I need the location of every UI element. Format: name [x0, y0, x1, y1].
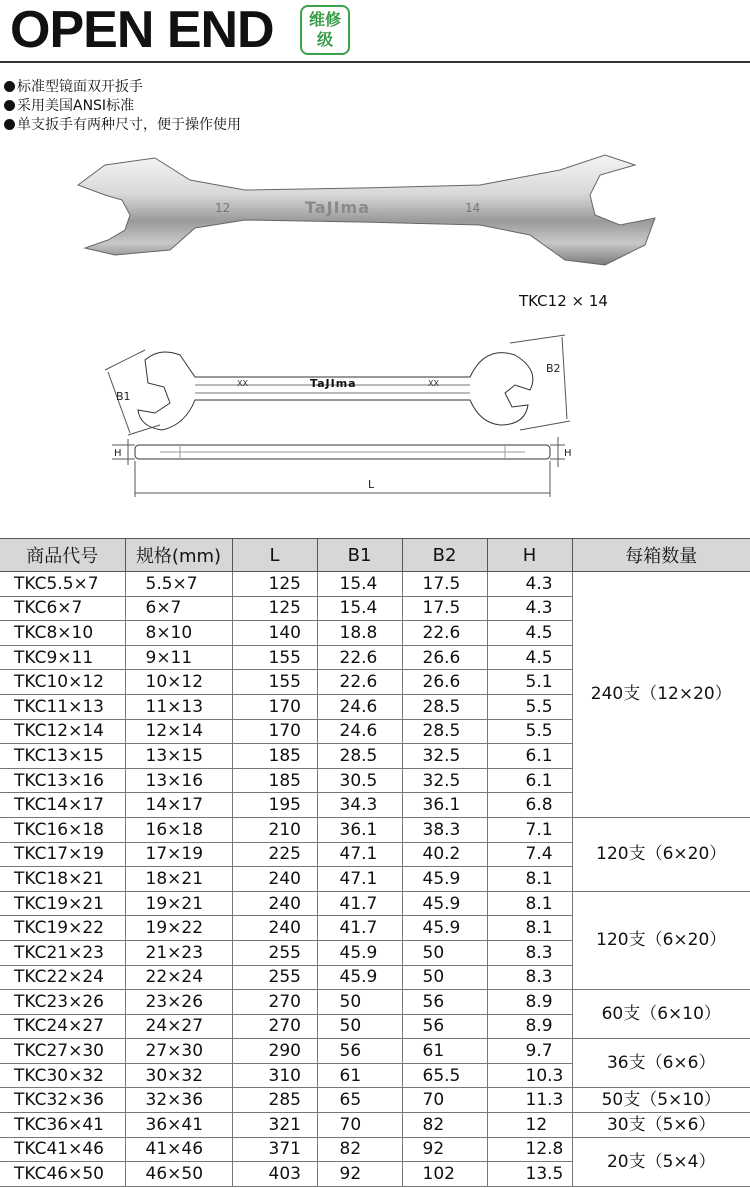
cell-B2: 26.6 [402, 645, 487, 670]
grade-badge-line2: 级 [316, 30, 333, 49]
cell-box-qty: 60支（6×10） [572, 990, 750, 1039]
cell-B1: 61 [317, 1063, 402, 1088]
cell-spec: 19×21 [125, 891, 232, 916]
cell-spec: 27×30 [125, 1039, 232, 1064]
cell-model: TKC32×36 [0, 1088, 125, 1113]
cell-B1: 47.1 [317, 842, 402, 867]
cell-spec: 6×7 [125, 596, 232, 621]
cell-spec: 12×14 [125, 719, 232, 744]
cell-spec: 14×17 [125, 793, 232, 818]
table-row [0, 1113, 750, 1138]
table-row [0, 990, 750, 1015]
cell-B2: 70 [402, 1088, 487, 1113]
header-model: 商品代号 [0, 539, 125, 572]
bullet-icon [4, 119, 15, 130]
cell-spec: 13×16 [125, 768, 232, 793]
header-spec: 规格(mm) [125, 539, 232, 572]
cell-H: 12 [487, 1113, 572, 1138]
cell-L: 140 [232, 621, 317, 646]
cell-B1: 50 [317, 1014, 402, 1039]
cell-L: 371 [232, 1137, 317, 1162]
diagram-size-left: XX [237, 379, 248, 388]
photo-brand: TaJIma [305, 198, 371, 217]
cell-model: TKC36×41 [0, 1113, 125, 1138]
cell-model: TKC16×18 [0, 817, 125, 842]
cell-H: 8.9 [487, 1014, 572, 1039]
feature-text: 单支扳手有两种尺寸，便于操作使用 [17, 117, 241, 133]
cell-H: 4.5 [487, 645, 572, 670]
cell-H: 10.3 [487, 1063, 572, 1088]
cell-B2: 28.5 [402, 719, 487, 744]
cell-B1: 24.6 [317, 719, 402, 744]
cell-L: 155 [232, 670, 317, 695]
cell-L: 125 [232, 596, 317, 621]
cell-box-qty: 50支（5×10） [572, 1088, 750, 1113]
cell-L: 170 [232, 719, 317, 744]
feature-item [4, 97, 241, 116]
cell-H: 9.7 [487, 1039, 572, 1064]
cell-H: 8.3 [487, 940, 572, 965]
cell-L: 321 [232, 1113, 317, 1138]
cell-B1: 15.4 [317, 596, 402, 621]
cell-L: 170 [232, 694, 317, 719]
cell-spec: 13×15 [125, 744, 232, 769]
cell-L: 210 [232, 817, 317, 842]
cell-H: 11.3 [487, 1088, 572, 1113]
cell-B1: 22.6 [317, 645, 402, 670]
cell-B2: 40.2 [402, 842, 487, 867]
cell-B2: 92 [402, 1137, 487, 1162]
cell-model: TKC19×21 [0, 891, 125, 916]
spec-table-body [0, 572, 750, 1187]
cell-model: TKC13×16 [0, 768, 125, 793]
cell-L: 270 [232, 990, 317, 1015]
feature-item [4, 116, 241, 135]
cell-B1: 45.9 [317, 940, 402, 965]
photo-size-right: 14 [465, 201, 481, 215]
cell-model: TKC13×15 [0, 744, 125, 769]
diagram-label-B1: B1 [116, 390, 131, 403]
photo-size-left: 12 [215, 201, 231, 215]
cell-H: 8.1 [487, 867, 572, 892]
cell-spec: 19×22 [125, 916, 232, 941]
table-row [0, 891, 750, 916]
cell-B1: 82 [317, 1137, 402, 1162]
cell-B2: 17.5 [402, 572, 487, 597]
cell-B1: 22.6 [317, 670, 402, 695]
cell-B2: 50 [402, 940, 487, 965]
cell-model: TKC10×12 [0, 670, 125, 695]
cell-L: 240 [232, 916, 317, 941]
cell-H: 13.5 [487, 1162, 572, 1187]
cell-model: TKC24×27 [0, 1014, 125, 1039]
cell-H: 6.1 [487, 768, 572, 793]
diagram-size-right: XX [428, 379, 439, 388]
header-B2: B2 [402, 539, 487, 572]
table-header-row [0, 539, 750, 572]
cell-spec: 46×50 [125, 1162, 232, 1187]
cell-B1: 36.1 [317, 817, 402, 842]
cell-B2: 45.9 [402, 867, 487, 892]
grade-badge-line1: 维修 [308, 10, 341, 29]
cell-H: 4.3 [487, 572, 572, 597]
cell-model: TKC46×50 [0, 1162, 125, 1187]
cell-spec: 32×36 [125, 1088, 232, 1113]
cell-L: 255 [232, 965, 317, 990]
cell-B1: 65 [317, 1088, 402, 1113]
cell-B2: 26.6 [402, 670, 487, 695]
cell-spec: 18×21 [125, 867, 232, 892]
cell-H: 8.1 [487, 916, 572, 941]
cell-box-qty: 36支（6×6） [572, 1039, 750, 1088]
grade-badge [300, 5, 350, 55]
cell-L: 155 [232, 645, 317, 670]
cell-B1: 30.5 [317, 768, 402, 793]
diagram-brand: TaJIma [310, 377, 357, 390]
cell-B2: 22.6 [402, 621, 487, 646]
cell-B2: 32.5 [402, 768, 487, 793]
cell-spec: 9×11 [125, 645, 232, 670]
cell-H: 8.3 [487, 965, 572, 990]
cell-B2: 56 [402, 1014, 487, 1039]
cell-B1: 70 [317, 1113, 402, 1138]
cell-spec: 17×19 [125, 842, 232, 867]
cell-B1: 41.7 [317, 916, 402, 941]
cell-L: 310 [232, 1063, 317, 1088]
cell-L: 240 [232, 867, 317, 892]
diagram-label-H-left: H [114, 448, 122, 459]
cell-box-qty: 20支（5×4） [572, 1137, 750, 1186]
feature-text: 采用美国ANSI标准 [17, 98, 135, 114]
cell-model: TKC9×11 [0, 645, 125, 670]
cell-B1: 50 [317, 990, 402, 1015]
cell-H: 8.1 [487, 891, 572, 916]
cell-B1: 28.5 [317, 744, 402, 769]
feature-text: 标准型镜面双开扳手 [17, 79, 143, 95]
cell-L: 240 [232, 891, 317, 916]
cell-model: TKC19×22 [0, 916, 125, 941]
cell-B1: 41.7 [317, 891, 402, 916]
cell-H: 4.3 [487, 596, 572, 621]
cell-spec: 41×46 [125, 1137, 232, 1162]
cell-B1: 24.6 [317, 694, 402, 719]
diagram-label-H-right: H [564, 448, 572, 459]
wrench-diagram [100, 325, 590, 500]
table-row [0, 817, 750, 842]
cell-B2: 65.5 [402, 1063, 487, 1088]
cell-spec: 23×26 [125, 990, 232, 1015]
cell-B1: 92 [317, 1162, 402, 1187]
cell-B1: 47.1 [317, 867, 402, 892]
cell-model: TKC8×10 [0, 621, 125, 646]
cell-spec: 21×23 [125, 940, 232, 965]
table-row [0, 1039, 750, 1064]
header-B1: B1 [317, 539, 402, 572]
cell-model: TKC27×30 [0, 1039, 125, 1064]
cell-B2: 36.1 [402, 793, 487, 818]
cell-model: TKC30×32 [0, 1063, 125, 1088]
cell-model: TKC6×7 [0, 596, 125, 621]
header-H: H [487, 539, 572, 572]
feature-item [4, 78, 241, 97]
cell-B2: 45.9 [402, 891, 487, 916]
header-box-qty: 每箱数量 [572, 539, 750, 572]
cell-B2: 32.5 [402, 744, 487, 769]
cell-H: 7.1 [487, 817, 572, 842]
cell-model: TKC17×19 [0, 842, 125, 867]
cell-B2: 45.9 [402, 916, 487, 941]
header-L: L [232, 539, 317, 572]
cell-model: TKC11×13 [0, 694, 125, 719]
cell-H: 5.1 [487, 670, 572, 695]
cell-H: 5.5 [487, 694, 572, 719]
cell-spec: 30×32 [125, 1063, 232, 1088]
cell-B2: 102 [402, 1162, 487, 1187]
feature-list [4, 78, 241, 135]
cell-model: TKC23×26 [0, 990, 125, 1015]
cell-H: 6.8 [487, 793, 572, 818]
table-row [0, 1137, 750, 1162]
cell-model: TKC41×46 [0, 1137, 125, 1162]
cell-B2: 38.3 [402, 817, 487, 842]
cell-L: 185 [232, 744, 317, 769]
cell-spec: 22×24 [125, 965, 232, 990]
spec-table [0, 538, 750, 1187]
page-header [0, 0, 750, 62]
cell-B1: 15.4 [317, 572, 402, 597]
cell-spec: 5.5×7 [125, 572, 232, 597]
cell-B2: 61 [402, 1039, 487, 1064]
cell-L: 125 [232, 572, 317, 597]
cell-box-qty: 240支（12×20） [572, 572, 750, 818]
cell-H: 5.5 [487, 719, 572, 744]
cell-B2: 82 [402, 1113, 487, 1138]
bullet-icon [4, 81, 15, 92]
cell-model: TKC22×24 [0, 965, 125, 990]
cell-model: TKC18×21 [0, 867, 125, 892]
cell-L: 285 [232, 1088, 317, 1113]
cell-B1: 18.8 [317, 621, 402, 646]
bullet-icon [4, 100, 15, 111]
photo-caption: TKC12 × 14 [519, 292, 608, 310]
cell-B2: 17.5 [402, 596, 487, 621]
cell-L: 225 [232, 842, 317, 867]
cell-H: 6.1 [487, 744, 572, 769]
header-divider [0, 61, 750, 63]
cell-box-qty: 120支（6×20） [572, 817, 750, 891]
cell-L: 195 [232, 793, 317, 818]
cell-spec: 11×13 [125, 694, 232, 719]
table-row [0, 1088, 750, 1113]
cell-H: 12.8 [487, 1137, 572, 1162]
cell-H: 7.4 [487, 842, 572, 867]
cell-box-qty: 120支（6×20） [572, 891, 750, 989]
cell-spec: 36×41 [125, 1113, 232, 1138]
cell-spec: 10×12 [125, 670, 232, 695]
cell-B2: 56 [402, 990, 487, 1015]
cell-L: 290 [232, 1039, 317, 1064]
cell-model: TKC14×17 [0, 793, 125, 818]
diagram-wrench-outline [138, 352, 533, 430]
cell-B1: 56 [317, 1039, 402, 1064]
cell-L: 255 [232, 940, 317, 965]
cell-L: 270 [232, 1014, 317, 1039]
cell-spec: 24×27 [125, 1014, 232, 1039]
cell-spec: 16×18 [125, 817, 232, 842]
page-title: OPEN END [10, 1, 274, 59]
cell-model: TKC12×14 [0, 719, 125, 744]
cell-L: 403 [232, 1162, 317, 1187]
cell-B1: 34.3 [317, 793, 402, 818]
cell-spec: 8×10 [125, 621, 232, 646]
diagram-label-L: L [368, 478, 375, 491]
cell-B1: 45.9 [317, 965, 402, 990]
diagram-label-B2: B2 [546, 362, 561, 375]
cell-model: TKC5.5×7 [0, 572, 125, 597]
cell-box-qty: 30支（5×6） [572, 1113, 750, 1138]
cell-H: 4.5 [487, 621, 572, 646]
cell-B2: 28.5 [402, 694, 487, 719]
cell-L: 185 [232, 768, 317, 793]
wrench-photo [60, 140, 680, 280]
cell-model: TKC21×23 [0, 940, 125, 965]
table-row [0, 572, 750, 597]
cell-B2: 50 [402, 965, 487, 990]
cell-H: 8.9 [487, 990, 572, 1015]
